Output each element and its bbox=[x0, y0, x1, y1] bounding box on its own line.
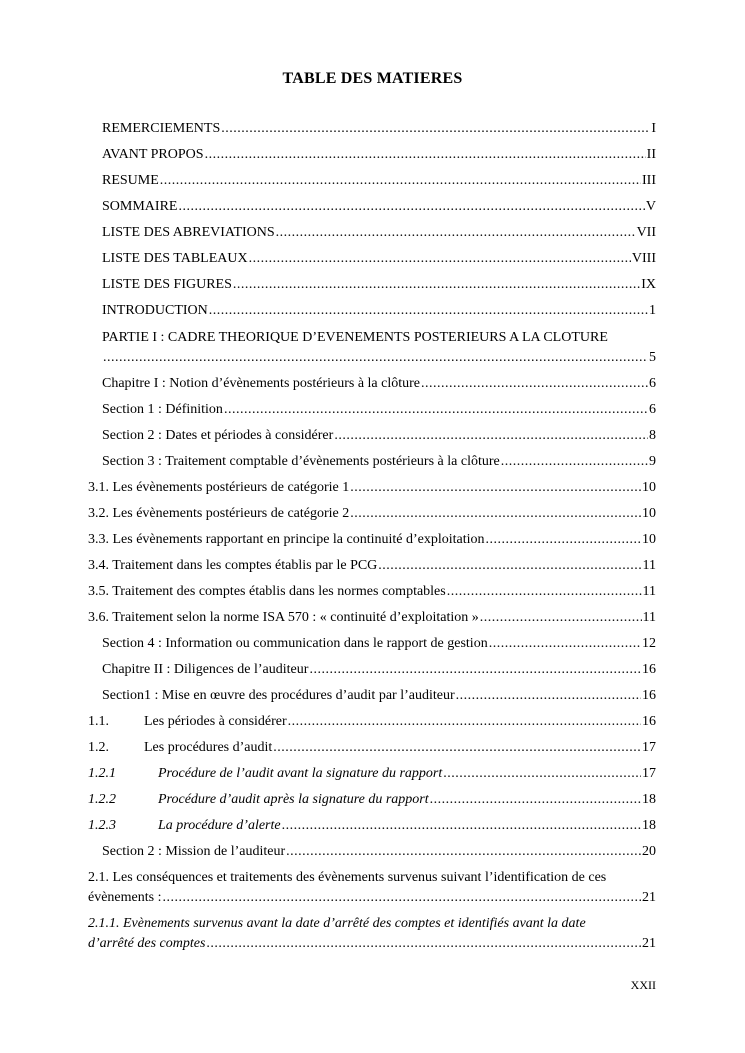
toc-page-number: 11 bbox=[642, 584, 656, 599]
toc-leader-dots bbox=[282, 818, 641, 834]
toc-entry-label: AVANT PROPOS bbox=[102, 147, 204, 162]
toc-leader-dots bbox=[162, 890, 641, 906]
toc-entry-3-4[interactable] bbox=[88, 558, 656, 574]
toc-page-number: 11 bbox=[642, 610, 656, 625]
toc-leader-dots bbox=[350, 506, 641, 522]
toc-page-number: 1 bbox=[649, 303, 656, 318]
toc-leader-dots bbox=[480, 610, 642, 626]
toc-page-number: 12 bbox=[642, 636, 656, 651]
toc-page-number: 5 bbox=[649, 350, 656, 365]
toc-entry-1-2-2[interactable] bbox=[88, 792, 656, 808]
toc-entry-label: 2.1.1. Evènements survenus avant la date d’arrêté des comptes et identifiés avant la date bbox=[88, 916, 586, 931]
toc-page-number: 20 bbox=[642, 844, 656, 859]
toc-entry-label: Section 3 : Traitement comptable d’évènements postérieurs à la clôture bbox=[102, 454, 500, 469]
toc-page-number: II bbox=[646, 147, 656, 162]
toc-page-number: 10 bbox=[642, 506, 656, 521]
toc-entry-heading bbox=[88, 792, 429, 808]
toc-entry-remerciements[interactable] bbox=[102, 121, 656, 137]
toc-entry-figures[interactable] bbox=[102, 277, 656, 293]
toc-page-number: 16 bbox=[642, 714, 656, 729]
toc-page-number: 6 bbox=[649, 402, 656, 417]
toc-entry-label: INTRODUCTION bbox=[102, 303, 208, 318]
toc-page-number: 10 bbox=[642, 480, 656, 495]
toc-page-number: I bbox=[651, 121, 656, 136]
toc-entry-section-2[interactable] bbox=[102, 428, 656, 444]
toc-entry-label: LISTE DES TABLEAUX bbox=[102, 251, 248, 266]
toc-page-number: VII bbox=[636, 225, 656, 240]
toc-leader-dots bbox=[486, 532, 641, 548]
toc-entry-label: Les périodes à considérer bbox=[144, 714, 287, 729]
toc-entry-introduction[interactable] bbox=[102, 303, 656, 319]
toc-entry-label: 3.3. Les évènements rapportant en principe la continuité d’exploitation bbox=[88, 532, 485, 547]
toc-leader-dots bbox=[447, 584, 642, 600]
toc-entry-number: 1.2.1 bbox=[88, 766, 116, 781]
toc-leader-dots bbox=[456, 688, 641, 704]
toc-entry-label: Section 4 : Information ou communication dans le rapport de gestion bbox=[102, 636, 488, 651]
toc-entry-label: Section1 : Mise en œuvre des procédures d’audit par l’auditeur bbox=[102, 688, 455, 703]
toc-page-number: III bbox=[642, 173, 656, 188]
toc-entry-heading bbox=[88, 714, 287, 730]
toc-page-number: 18 bbox=[642, 792, 656, 807]
toc-entry-section-1[interactable] bbox=[102, 402, 656, 418]
toc-leader-dots bbox=[350, 480, 641, 496]
toc-leader-dots bbox=[421, 376, 648, 392]
toc-entry-partie-1[interactable] bbox=[102, 330, 656, 366]
toc-page-number: 17 bbox=[642, 766, 656, 781]
toc-leader-dots bbox=[209, 303, 648, 319]
toc-entry-section-4[interactable] bbox=[102, 636, 656, 652]
toc-entry-label: Les procédures d’audit bbox=[144, 740, 273, 755]
toc-entry-2-1-1[interactable] bbox=[88, 916, 656, 952]
toc-page-number: 16 bbox=[642, 662, 656, 677]
toc-leader-dots bbox=[276, 225, 636, 241]
toc-entry-label: REMERCIEMENTS bbox=[102, 121, 221, 136]
toc-entry-label: Chapitre II : Diligences de l’auditeur bbox=[102, 662, 309, 677]
toc-entry-label: 3.1. Les évènements postérieurs de catégorie 1 bbox=[88, 480, 350, 495]
toc-entry-sommaire[interactable] bbox=[102, 199, 656, 215]
toc-leader-dots bbox=[288, 714, 641, 730]
toc-entry-section-3[interactable] bbox=[102, 454, 656, 470]
toc-entry-number: 1.2.2 bbox=[88, 792, 116, 807]
toc-leader-dots bbox=[286, 844, 641, 860]
toc-page-number: 17 bbox=[642, 740, 656, 755]
page-footer-number: XXII bbox=[630, 978, 656, 992]
toc-entry-chapitre-2[interactable] bbox=[102, 662, 656, 678]
toc-entry-1-1[interactable] bbox=[88, 714, 656, 730]
toc-page-number: VIII bbox=[631, 251, 656, 266]
toc-entry-label: Procédure de l’audit avant la signature du rapport bbox=[158, 766, 443, 781]
toc-entry-tableaux[interactable] bbox=[102, 251, 656, 267]
toc-entry-label: LISTE DES FIGURES bbox=[102, 277, 232, 292]
toc-entry-3-5[interactable] bbox=[88, 584, 656, 600]
toc-entry-3-6[interactable] bbox=[88, 610, 656, 626]
toc-entry-1-2-3[interactable] bbox=[88, 818, 656, 834]
toc-leader-dots bbox=[233, 277, 640, 293]
toc-page-number: 16 bbox=[642, 688, 656, 703]
toc-entry-section1-mise-en-oeuvre[interactable] bbox=[102, 688, 656, 704]
toc-page-number: 9 bbox=[649, 454, 656, 469]
toc-entry-3-2[interactable] bbox=[88, 506, 656, 522]
toc-leader-dots bbox=[378, 558, 641, 574]
toc-page-number: 8 bbox=[649, 428, 656, 443]
toc-leader-dots bbox=[249, 251, 631, 267]
toc-leader-dots bbox=[103, 350, 648, 366]
toc-leader-dots bbox=[430, 792, 641, 808]
toc-leader-dots bbox=[309, 662, 641, 678]
toc-entry-label: Section 2 : Mission de l’auditeur bbox=[102, 844, 286, 859]
toc-entry-number: 1.1. bbox=[88, 714, 109, 729]
toc-page-number: 10 bbox=[642, 532, 656, 547]
toc-page-number: 21 bbox=[642, 890, 656, 905]
toc-entry-section-2-mission[interactable] bbox=[102, 844, 656, 860]
toc-leader-dots bbox=[160, 173, 641, 189]
toc-page-number: 18 bbox=[642, 818, 656, 833]
toc-entry-label: Section 1 : Définition bbox=[102, 402, 223, 417]
toc-entry-label: SOMMAIRE bbox=[102, 199, 178, 214]
toc-entry-label: Chapitre I : Notion d’évènements postérieurs à la clôture bbox=[102, 376, 421, 391]
toc-entry-label: 3.6. Traitement selon la norme ISA 570 : « continuité d’exploitation » bbox=[88, 610, 479, 625]
toc-entry-3-3[interactable] bbox=[88, 532, 656, 548]
toc-entry-label: LISTE DES ABREVIATIONS bbox=[102, 225, 275, 240]
toc-entry-label: La procédure d’alerte bbox=[158, 818, 281, 833]
toc-leader-dots bbox=[206, 936, 641, 952]
toc-leader-dots bbox=[489, 636, 641, 652]
toc-page-number: 11 bbox=[642, 558, 656, 573]
toc-entry-3-1[interactable] bbox=[88, 480, 656, 496]
toc-entry-abreviations[interactable] bbox=[102, 225, 656, 241]
toc-page-number: 6 bbox=[649, 376, 656, 391]
toc-entry-label: Procédure d’audit après la signature du rapport bbox=[158, 792, 429, 807]
toc-entry-label: 3.4. Traitement dans les comptes établis par le PCG bbox=[88, 558, 378, 573]
toc-entry-avant-propos[interactable] bbox=[102, 147, 656, 163]
toc-entry-2-1[interactable] bbox=[88, 870, 656, 906]
toc-leader-dots bbox=[178, 199, 644, 215]
toc-entry-label: Section 2 : Dates et périodes à considérer bbox=[102, 428, 334, 443]
toc-leader-dots bbox=[224, 402, 648, 418]
toc-entry-label: 3.2. Les évènements postérieurs de catégorie 2 bbox=[88, 506, 350, 521]
toc-entry-number: 1.2.3 bbox=[88, 818, 116, 833]
toc-entry-heading bbox=[88, 766, 442, 782]
toc-page-number: IX bbox=[641, 277, 656, 292]
toc-entry-1-2-1[interactable] bbox=[88, 766, 656, 782]
toc-leader-dots bbox=[205, 147, 646, 163]
toc-entry-label-continued: évènements : bbox=[88, 890, 162, 905]
toc-leader-dots bbox=[443, 766, 641, 782]
toc-entry-resume[interactable] bbox=[102, 173, 656, 189]
toc-entry-label: 2.1. Les conséquences et traitements des évènements survenus suivant l’identification de ces bbox=[88, 870, 607, 885]
toc-entry-label: PARTIE I : CADRE THEORIQUE D’EVENEMENTS POSTERIEURS A LA CLOTURE bbox=[102, 330, 608, 345]
toc-leader-dots bbox=[501, 454, 648, 470]
toc-entry-number: 1.2. bbox=[88, 740, 109, 755]
toc-entry-label: 3.5. Traitement des comptes établis dans les normes comptables bbox=[88, 584, 446, 599]
toc-leader-dots bbox=[334, 428, 648, 444]
toc-page-number: V bbox=[645, 199, 656, 214]
toc-page-number: 21 bbox=[642, 936, 656, 951]
toc-entry-label: RESUME bbox=[102, 173, 159, 188]
toc-entry-heading bbox=[88, 818, 281, 834]
toc-entry-heading bbox=[88, 740, 272, 756]
toc-entry-label-continued: d’arrêté des comptes bbox=[88, 936, 206, 951]
toc-leader-dots bbox=[273, 740, 641, 756]
toc-leader-dots bbox=[221, 121, 650, 137]
page-title: TABLE DES MATIERES bbox=[282, 70, 463, 87]
toc-entry-1-2[interactable] bbox=[88, 740, 656, 756]
toc-entry-chapitre-1[interactable] bbox=[102, 376, 656, 392]
